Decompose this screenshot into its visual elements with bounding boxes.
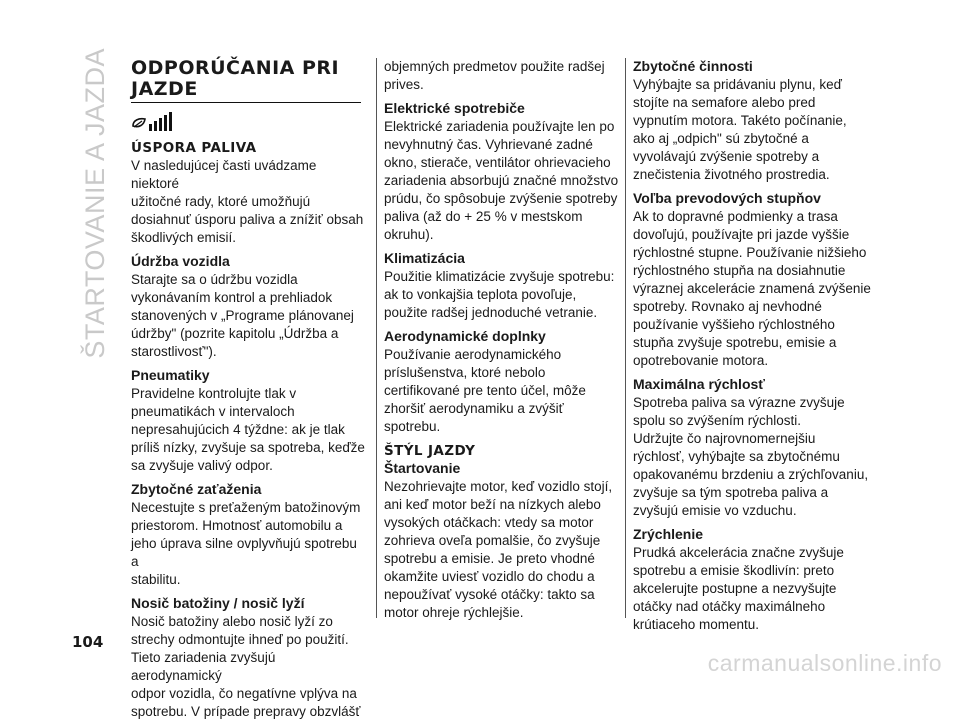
paragraph: Ak to dopravné podmienky a trasa dovoľujú, používajte pri jazde vyššie rýchlostné stupne. Používanie nižšieho rýchlostného stupňa na dosiahnutie výraznej akcelerácie znamená zvýšenie spotreby. Rovnako aj nevhodné používanie vyššieho rýchlostného stupňa zvyšuje spotrebu, emisie a opotrebovanie motora.: [633, 209, 871, 368]
paragraph: Spotreba paliva sa výrazne zvyšuje spolu so zvýšením rýchlosti. Udržujte čo najrovnomernejšiu rýchlosť, vyhýbajte sa zbytočnému opakovanému brzdeniu a zrýchľovaniu, zvyšuje sa tým spotreba paliva a zvyšujú emisie vo vzduchu.: [633, 395, 869, 518]
intro-paragraph: V nasledujúcej časti uvádzame niektoré užitočné rady, ktoré umožňujú dosiahnuť úsporu paliva a znížiť obsah škodlivých emisií.: [131, 158, 364, 245]
column-divider: [376, 58, 377, 618]
subheading: Klimatizácia: [384, 250, 465, 266]
watermark-text: carmanualsonline.info: [707, 650, 942, 676]
subheading: Zbytočné činnosti: [633, 58, 753, 74]
paragraph: Pravidelne kontrolujte tlak v pneumatikách v intervaloch nepresahujúcich 4 týždne: ak je tlak príliš nízky, zvyšuje sa spotreba, keďže sa zvyšuje valivý odpor.: [131, 386, 365, 473]
column-divider: [625, 58, 626, 618]
column-3: [633, 58, 875, 634]
paragraph: Použitie klimatizácie zvyšuje spotrebu: ak to vonkajšia teplota povoľuje, použite radšej jednoduché vetranie.: [384, 269, 615, 320]
side-chapter-tab: [80, 48, 110, 359]
subheading: Maximálna rýchlosť: [633, 376, 765, 392]
subheading: Pneumatiky: [131, 367, 210, 383]
subheading: Elektrické spotrebiče: [384, 100, 525, 116]
side-chapter-label: ŠTARTOVANIE A JAZDA: [80, 48, 110, 359]
paragraph: Vyhýbajte sa pridávaniu plynu, keď stojíte na semafore alebo pred vypnutím motora. Takéto počínanie, ako aj „odpich" sú zbytočné a vyvolávajú zvýšenie spotreby a znečistenia životného prostredia.: [633, 77, 847, 182]
subheading: Zrýchlenie: [633, 526, 704, 542]
continued-paragraph: objemných predmetov použite radšej prives.: [384, 59, 605, 92]
subheading: Nosič batožiny / nosič lyží: [131, 595, 305, 611]
paragraph: Nosič batožiny alebo nosič lyží zo strechy odmontujte ihneď po použití. Tieto zariadenia zvyšujú aerodynamický odpor vozidla, čo negatívne vplýva na spotrebu. V prípade prepravy obzvlášť: [131, 614, 361, 719]
paragraph: Starajte sa o údržbu vozidla vykonávaním kontrol a prehliadok stanovených v „Programe plánovanej údržby" (pozrite kapitolu „Údržba a starostlivosť").: [131, 272, 354, 359]
paragraph: Nezohrievajte motor, keď vozidlo stojí, ani keď motor beží na nízkych alebo vysokých otáčkach: vtedy sa motor zohrieva oveľa pomalšie, čo zvyšuje spotrebu a emisie. Je preto vhodné okamžite uviesť vozidlo do chodu a nepoužívať vysoké otáčky: takto sa motor ohreje rýchlejšie.: [384, 479, 613, 620]
subheading: Zbytočné zaťaženia: [131, 481, 262, 497]
column-2: [384, 58, 620, 622]
column-1: [131, 58, 367, 721]
subheading: Štartovanie: [384, 460, 461, 476]
paragraph: Elektrické zariadenia používajte len po nevyhnutný čas. Vyhrievané zadné okno, stierače, ventilátor ohrievacieho zariadenia absorbujú značné množstvo prúdu, čo spôsobuje zvýšenie spotreby paliva (až do + 25 % v mestskom okruhu).: [384, 119, 619, 242]
paragraph: Prudká akcelerácia značne zvyšuje spotrebu a emisie škodlivín: preto akcelerujte postupne a nezvyšujte otáčky nad otáčky maximálneho krútiaceho momentu.: [633, 545, 844, 632]
page-number: 104: [72, 633, 104, 651]
subheading: Voľba prevodových stupňov: [633, 190, 821, 206]
subheading: Aerodynamické doplnky: [384, 328, 546, 344]
section-title-fuel-saving: ÚSPORA PALIVA: [131, 140, 257, 156]
paragraph: Používanie aerodynamického príslušenstva, ktoré nebolo certifikované pre tento účel, môže zhoršiť aerodynamiku a zvýšiť spotrebu.: [384, 347, 586, 434]
paragraph: Necestujte s preťaženým batožinovým priestorom. Hmotnosť automobilu a jeho úprava silne ovplyvňujú spotrebu a stabilitu.: [131, 500, 361, 587]
subheading: Údržba vozidla: [131, 253, 230, 269]
section-title-driving-style: ŠTÝL JAZDY: [384, 443, 476, 459]
title-underline: [131, 102, 361, 103]
eco-leaf-bars-icon: [131, 112, 367, 132]
chapter-title: ODPORÚČANIA PRI JAZDE: [131, 57, 340, 100]
